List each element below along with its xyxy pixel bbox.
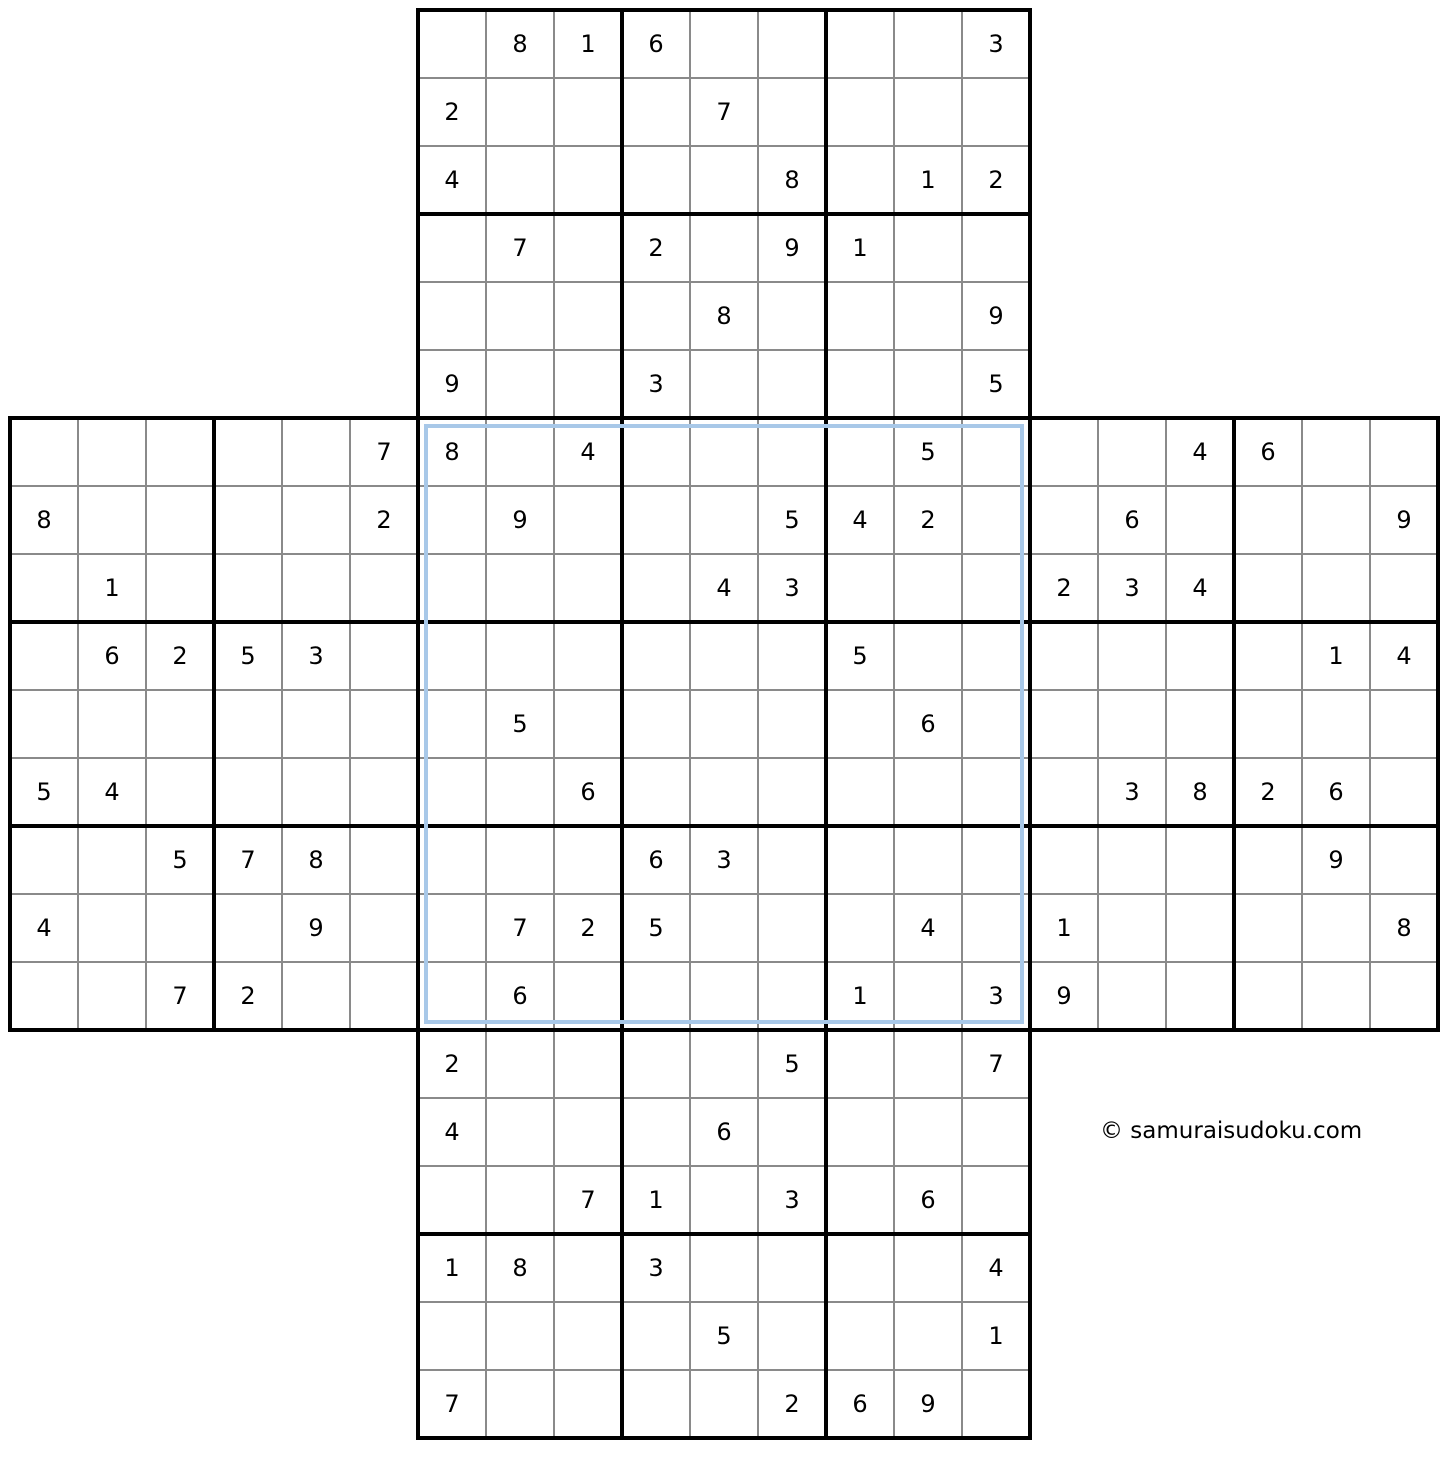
empty-cell[interactable] <box>894 1098 962 1166</box>
empty-cell[interactable] <box>554 1098 622 1166</box>
empty-cell[interactable] <box>10 554 78 622</box>
empty-cell[interactable] <box>962 486 1030 554</box>
given-cell[interactable]: 9 <box>308 914 324 942</box>
empty-cell[interactable] <box>894 622 962 690</box>
given-cell[interactable]: 5 <box>36 778 52 806</box>
given-cell[interactable]: 9 <box>512 506 528 534</box>
empty-cell[interactable] <box>486 758 554 826</box>
empty-cell[interactable] <box>214 486 282 554</box>
given-cell[interactable]: 9 <box>1396 506 1412 534</box>
given-cell[interactable]: 2 <box>648 234 664 262</box>
given-cell[interactable]: 6 <box>648 846 664 874</box>
empty-cell[interactable] <box>554 486 622 554</box>
given-cell[interactable]: 1 <box>852 982 868 1010</box>
empty-cell[interactable] <box>690 214 758 282</box>
given-cell[interactable]: 2 <box>1260 778 1276 806</box>
empty-cell[interactable] <box>690 894 758 962</box>
given-cell[interactable]: 4 <box>988 1254 1004 1282</box>
empty-cell[interactable] <box>1234 486 1302 554</box>
given-cell[interactable]: 2 <box>784 1390 800 1418</box>
given-cell[interactable]: 5 <box>716 1322 732 1350</box>
given-cell[interactable]: 8 <box>1396 914 1412 942</box>
empty-cell[interactable] <box>894 1030 962 1098</box>
given-cell[interactable]: 3 <box>988 30 1004 58</box>
empty-cell[interactable] <box>1030 690 1098 758</box>
empty-cell[interactable] <box>1166 622 1234 690</box>
empty-cell[interactable] <box>826 146 894 214</box>
given-cell[interactable]: 1 <box>580 30 596 58</box>
empty-cell[interactable] <box>894 282 962 350</box>
given-cell[interactable]: 2 <box>920 506 936 534</box>
given-cell[interactable]: 2 <box>444 98 460 126</box>
empty-cell[interactable] <box>554 1030 622 1098</box>
empty-cell[interactable] <box>826 78 894 146</box>
empty-cell[interactable] <box>486 350 554 418</box>
given-cell[interactable]: 4 <box>36 914 52 942</box>
empty-cell[interactable] <box>418 214 486 282</box>
empty-cell[interactable] <box>1098 418 1166 486</box>
empty-cell[interactable] <box>146 690 214 758</box>
empty-cell[interactable] <box>554 1302 622 1370</box>
empty-cell[interactable] <box>622 418 690 486</box>
empty-cell[interactable] <box>554 826 622 894</box>
given-cell[interactable]: 9 <box>988 302 1004 330</box>
given-cell[interactable]: 1 <box>648 1186 664 1214</box>
empty-cell[interactable] <box>894 758 962 826</box>
empty-cell[interactable] <box>486 622 554 690</box>
empty-cell[interactable] <box>214 894 282 962</box>
empty-cell[interactable] <box>1370 690 1438 758</box>
given-cell[interactable]: 4 <box>716 574 732 602</box>
empty-cell[interactable] <box>10 826 78 894</box>
given-cell[interactable]: 8 <box>1192 778 1208 806</box>
empty-cell[interactable] <box>1030 418 1098 486</box>
empty-cell[interactable] <box>758 282 826 350</box>
empty-cell[interactable] <box>554 962 622 1030</box>
empty-cell[interactable] <box>78 418 146 486</box>
given-cell[interactable]: 6 <box>1124 506 1140 534</box>
empty-cell[interactable] <box>1098 962 1166 1030</box>
empty-cell[interactable] <box>690 486 758 554</box>
empty-cell[interactable] <box>418 758 486 826</box>
empty-cell[interactable] <box>690 690 758 758</box>
empty-cell[interactable] <box>1370 826 1438 894</box>
empty-cell[interactable] <box>282 758 350 826</box>
empty-cell[interactable] <box>418 622 486 690</box>
empty-cell[interactable] <box>690 758 758 826</box>
empty-cell[interactable] <box>1030 758 1098 826</box>
empty-cell[interactable] <box>758 690 826 758</box>
empty-cell[interactable] <box>418 486 486 554</box>
empty-cell[interactable] <box>486 1302 554 1370</box>
empty-cell[interactable] <box>894 214 962 282</box>
given-cell[interactable]: 2 <box>580 914 596 942</box>
empty-cell[interactable] <box>826 1030 894 1098</box>
empty-cell[interactable] <box>962 826 1030 894</box>
empty-cell[interactable] <box>962 622 1030 690</box>
empty-cell[interactable] <box>894 1234 962 1302</box>
given-cell[interactable]: 3 <box>648 370 664 398</box>
given-cell[interactable]: 4 <box>1192 438 1208 466</box>
empty-cell[interactable] <box>1302 690 1370 758</box>
empty-cell[interactable] <box>486 282 554 350</box>
empty-cell[interactable] <box>1370 418 1438 486</box>
empty-cell[interactable] <box>486 554 554 622</box>
empty-cell[interactable] <box>10 962 78 1030</box>
given-cell[interactable]: 7 <box>444 1390 460 1418</box>
empty-cell[interactable] <box>1302 418 1370 486</box>
empty-cell[interactable] <box>622 486 690 554</box>
empty-cell[interactable] <box>690 1030 758 1098</box>
given-cell[interactable]: 5 <box>988 370 1004 398</box>
given-cell[interactable]: 3 <box>1124 778 1140 806</box>
empty-cell[interactable] <box>554 554 622 622</box>
empty-cell[interactable] <box>826 758 894 826</box>
empty-cell[interactable] <box>350 758 418 826</box>
empty-cell[interactable] <box>962 758 1030 826</box>
empty-cell[interactable] <box>78 486 146 554</box>
empty-cell[interactable] <box>1234 622 1302 690</box>
empty-cell[interactable] <box>1030 486 1098 554</box>
empty-cell[interactable] <box>826 554 894 622</box>
empty-cell[interactable] <box>690 962 758 1030</box>
empty-cell[interactable] <box>622 282 690 350</box>
given-cell[interactable]: 9 <box>1056 982 1072 1010</box>
empty-cell[interactable] <box>962 690 1030 758</box>
empty-cell[interactable] <box>418 690 486 758</box>
empty-cell[interactable] <box>1166 826 1234 894</box>
empty-cell[interactable] <box>826 1234 894 1302</box>
given-cell[interactable]: 1 <box>852 234 868 262</box>
given-cell[interactable]: 5 <box>920 438 936 466</box>
empty-cell[interactable] <box>10 418 78 486</box>
empty-cell[interactable] <box>622 1030 690 1098</box>
empty-cell[interactable] <box>554 282 622 350</box>
empty-cell[interactable] <box>486 146 554 214</box>
empty-cell[interactable] <box>1166 690 1234 758</box>
given-cell[interactable]: 7 <box>240 846 256 874</box>
given-cell[interactable]: 3 <box>648 1254 664 1282</box>
empty-cell[interactable] <box>758 758 826 826</box>
empty-cell[interactable] <box>758 78 826 146</box>
empty-cell[interactable] <box>486 1166 554 1234</box>
empty-cell[interactable] <box>486 826 554 894</box>
empty-cell[interactable] <box>554 622 622 690</box>
empty-cell[interactable] <box>758 418 826 486</box>
empty-cell[interactable] <box>622 690 690 758</box>
empty-cell[interactable] <box>894 554 962 622</box>
empty-cell[interactable] <box>1302 486 1370 554</box>
empty-cell[interactable] <box>622 962 690 1030</box>
empty-cell[interactable] <box>894 78 962 146</box>
empty-cell[interactable] <box>146 894 214 962</box>
given-cell[interactable]: 2 <box>240 982 256 1010</box>
given-cell[interactable]: 5 <box>852 642 868 670</box>
given-cell[interactable]: 3 <box>1124 574 1140 602</box>
given-cell[interactable]: 8 <box>512 1254 528 1282</box>
empty-cell[interactable] <box>554 690 622 758</box>
given-cell[interactable]: 2 <box>988 166 1004 194</box>
given-cell[interactable]: 9 <box>920 1390 936 1418</box>
empty-cell[interactable] <box>10 690 78 758</box>
empty-cell[interactable] <box>554 214 622 282</box>
empty-cell[interactable] <box>214 690 282 758</box>
empty-cell[interactable] <box>1030 622 1098 690</box>
empty-cell[interactable] <box>826 418 894 486</box>
empty-cell[interactable] <box>1166 486 1234 554</box>
empty-cell[interactable] <box>826 1098 894 1166</box>
given-cell[interactable]: 6 <box>852 1390 868 1418</box>
empty-cell[interactable] <box>826 826 894 894</box>
empty-cell[interactable] <box>282 554 350 622</box>
empty-cell[interactable] <box>826 894 894 962</box>
empty-cell[interactable] <box>486 78 554 146</box>
given-cell[interactable]: 3 <box>716 846 732 874</box>
given-cell[interactable]: 4 <box>444 1118 460 1146</box>
empty-cell[interactable] <box>1302 962 1370 1030</box>
empty-cell[interactable] <box>418 10 486 78</box>
given-cell[interactable]: 6 <box>920 1186 936 1214</box>
empty-cell[interactable] <box>1370 758 1438 826</box>
given-cell[interactable]: 7 <box>716 98 732 126</box>
empty-cell[interactable] <box>622 146 690 214</box>
empty-cell[interactable] <box>622 1370 690 1438</box>
empty-cell[interactable] <box>350 962 418 1030</box>
empty-cell[interactable] <box>214 418 282 486</box>
given-cell[interactable]: 6 <box>1328 778 1344 806</box>
empty-cell[interactable] <box>1302 894 1370 962</box>
given-cell[interactable]: 8 <box>784 166 800 194</box>
empty-cell[interactable] <box>962 214 1030 282</box>
given-cell[interactable]: 3 <box>784 1186 800 1214</box>
empty-cell[interactable] <box>1234 554 1302 622</box>
empty-cell[interactable] <box>146 554 214 622</box>
empty-cell[interactable] <box>350 554 418 622</box>
given-cell[interactable]: 8 <box>716 302 732 330</box>
given-cell[interactable]: 8 <box>36 506 52 534</box>
empty-cell[interactable] <box>826 1302 894 1370</box>
given-cell[interactable]: 8 <box>512 30 528 58</box>
empty-cell[interactable] <box>758 10 826 78</box>
empty-cell[interactable] <box>554 350 622 418</box>
given-cell[interactable]: 4 <box>580 438 596 466</box>
given-cell[interactable]: 7 <box>988 1050 1004 1078</box>
empty-cell[interactable] <box>1302 554 1370 622</box>
given-cell[interactable]: 7 <box>512 914 528 942</box>
given-cell[interactable]: 9 <box>784 234 800 262</box>
empty-cell[interactable] <box>690 622 758 690</box>
given-cell[interactable]: 9 <box>444 370 460 398</box>
empty-cell[interactable] <box>418 894 486 962</box>
given-cell[interactable]: 4 <box>920 914 936 942</box>
given-cell[interactable]: 2 <box>376 506 392 534</box>
given-cell[interactable]: 4 <box>104 778 120 806</box>
given-cell[interactable]: 7 <box>172 982 188 1010</box>
empty-cell[interactable] <box>214 554 282 622</box>
given-cell[interactable]: 2 <box>444 1050 460 1078</box>
empty-cell[interactable] <box>486 418 554 486</box>
given-cell[interactable]: 8 <box>308 846 324 874</box>
empty-cell[interactable] <box>554 78 622 146</box>
given-cell[interactable]: 4 <box>444 166 460 194</box>
given-cell[interactable]: 7 <box>376 438 392 466</box>
empty-cell[interactable] <box>1030 826 1098 894</box>
empty-cell[interactable] <box>486 1098 554 1166</box>
empty-cell[interactable] <box>554 146 622 214</box>
empty-cell[interactable] <box>758 1234 826 1302</box>
empty-cell[interactable] <box>690 10 758 78</box>
empty-cell[interactable] <box>1098 826 1166 894</box>
given-cell[interactable]: 2 <box>172 642 188 670</box>
given-cell[interactable]: 5 <box>784 506 800 534</box>
empty-cell[interactable] <box>486 1030 554 1098</box>
given-cell[interactable]: 1 <box>1328 642 1344 670</box>
empty-cell[interactable] <box>282 486 350 554</box>
given-cell[interactable]: 1 <box>104 574 120 602</box>
empty-cell[interactable] <box>78 690 146 758</box>
empty-cell[interactable] <box>418 1302 486 1370</box>
empty-cell[interactable] <box>418 282 486 350</box>
given-cell[interactable]: 1 <box>444 1254 460 1282</box>
empty-cell[interactable] <box>1098 894 1166 962</box>
given-cell[interactable]: 6 <box>512 982 528 1010</box>
empty-cell[interactable] <box>758 1098 826 1166</box>
empty-cell[interactable] <box>1234 962 1302 1030</box>
empty-cell[interactable] <box>622 78 690 146</box>
empty-cell[interactable] <box>758 622 826 690</box>
empty-cell[interactable] <box>78 962 146 1030</box>
empty-cell[interactable] <box>962 418 1030 486</box>
empty-cell[interactable] <box>758 826 826 894</box>
empty-cell[interactable] <box>554 1234 622 1302</box>
given-cell[interactable]: 6 <box>920 710 936 738</box>
empty-cell[interactable] <box>622 1302 690 1370</box>
empty-cell[interactable] <box>826 282 894 350</box>
empty-cell[interactable] <box>10 622 78 690</box>
empty-cell[interactable] <box>1234 894 1302 962</box>
empty-cell[interactable] <box>962 1166 1030 1234</box>
empty-cell[interactable] <box>622 1098 690 1166</box>
empty-cell[interactable] <box>894 962 962 1030</box>
given-cell[interactable]: 7 <box>580 1186 596 1214</box>
empty-cell[interactable] <box>962 554 1030 622</box>
empty-cell[interactable] <box>1098 622 1166 690</box>
empty-cell[interactable] <box>418 1166 486 1234</box>
empty-cell[interactable] <box>418 554 486 622</box>
empty-cell[interactable] <box>350 690 418 758</box>
empty-cell[interactable] <box>350 826 418 894</box>
empty-cell[interactable] <box>826 1166 894 1234</box>
empty-cell[interactable] <box>350 622 418 690</box>
given-cell[interactable]: 5 <box>784 1050 800 1078</box>
given-cell[interactable]: 2 <box>1056 574 1072 602</box>
given-cell[interactable]: 5 <box>240 642 256 670</box>
empty-cell[interactable] <box>690 1370 758 1438</box>
empty-cell[interactable] <box>1166 894 1234 962</box>
empty-cell[interactable] <box>758 350 826 418</box>
empty-cell[interactable] <box>962 1098 1030 1166</box>
empty-cell[interactable] <box>690 350 758 418</box>
given-cell[interactable]: 7 <box>512 234 528 262</box>
given-cell[interactable]: 6 <box>580 778 596 806</box>
empty-cell[interactable] <box>214 758 282 826</box>
given-cell[interactable]: 3 <box>784 574 800 602</box>
empty-cell[interactable] <box>690 1166 758 1234</box>
empty-cell[interactable] <box>78 826 146 894</box>
empty-cell[interactable] <box>418 962 486 1030</box>
empty-cell[interactable] <box>1166 962 1234 1030</box>
empty-cell[interactable] <box>690 418 758 486</box>
empty-cell[interactable] <box>1098 690 1166 758</box>
given-cell[interactable]: 4 <box>852 506 868 534</box>
given-cell[interactable]: 6 <box>648 30 664 58</box>
given-cell[interactable]: 4 <box>1192 574 1208 602</box>
empty-cell[interactable] <box>486 1370 554 1438</box>
empty-cell[interactable] <box>826 690 894 758</box>
empty-cell[interactable] <box>962 1370 1030 1438</box>
empty-cell[interactable] <box>350 894 418 962</box>
empty-cell[interactable] <box>690 1234 758 1302</box>
empty-cell[interactable] <box>758 1302 826 1370</box>
given-cell[interactable]: 5 <box>512 710 528 738</box>
empty-cell[interactable] <box>894 10 962 78</box>
copyright-text: © samuraisudoku.com <box>1100 1118 1363 1144</box>
empty-cell[interactable] <box>622 758 690 826</box>
given-cell[interactable]: 9 <box>1328 846 1344 874</box>
empty-cell[interactable] <box>1234 690 1302 758</box>
given-cell[interactable]: 1 <box>988 1322 1004 1350</box>
empty-cell[interactable] <box>622 554 690 622</box>
empty-cell[interactable] <box>146 486 214 554</box>
empty-cell[interactable] <box>826 10 894 78</box>
empty-cell[interactable] <box>282 690 350 758</box>
empty-cell[interactable] <box>894 350 962 418</box>
empty-cell[interactable] <box>1370 962 1438 1030</box>
given-cell[interactable]: 6 <box>716 1118 732 1146</box>
empty-cell[interactable] <box>282 962 350 1030</box>
empty-cell[interactable] <box>418 826 486 894</box>
empty-cell[interactable] <box>758 962 826 1030</box>
given-cell[interactable]: 1 <box>920 166 936 194</box>
empty-cell[interactable] <box>826 350 894 418</box>
given-cell[interactable]: 3 <box>308 642 324 670</box>
empty-cell[interactable] <box>282 418 350 486</box>
empty-cell[interactable] <box>78 894 146 962</box>
given-cell[interactable]: 1 <box>1056 914 1072 942</box>
empty-cell[interactable] <box>554 1370 622 1438</box>
empty-cell[interactable] <box>1370 554 1438 622</box>
empty-cell[interactable] <box>690 146 758 214</box>
given-cell[interactable]: 6 <box>104 642 120 670</box>
empty-cell[interactable] <box>962 894 1030 962</box>
given-cell[interactable]: 5 <box>648 914 664 942</box>
empty-cell[interactable] <box>894 1302 962 1370</box>
empty-cell[interactable] <box>622 622 690 690</box>
given-cell[interactable]: 4 <box>1396 642 1412 670</box>
given-cell[interactable]: 6 <box>1260 438 1276 466</box>
empty-cell[interactable] <box>146 418 214 486</box>
empty-cell[interactable] <box>894 826 962 894</box>
empty-cell[interactable] <box>962 78 1030 146</box>
empty-cell[interactable] <box>1234 826 1302 894</box>
given-cell[interactable]: 5 <box>172 846 188 874</box>
given-cell[interactable]: 3 <box>988 982 1004 1010</box>
empty-cell[interactable] <box>146 758 214 826</box>
empty-cell[interactable] <box>758 894 826 962</box>
given-cell[interactable]: 8 <box>444 438 460 466</box>
